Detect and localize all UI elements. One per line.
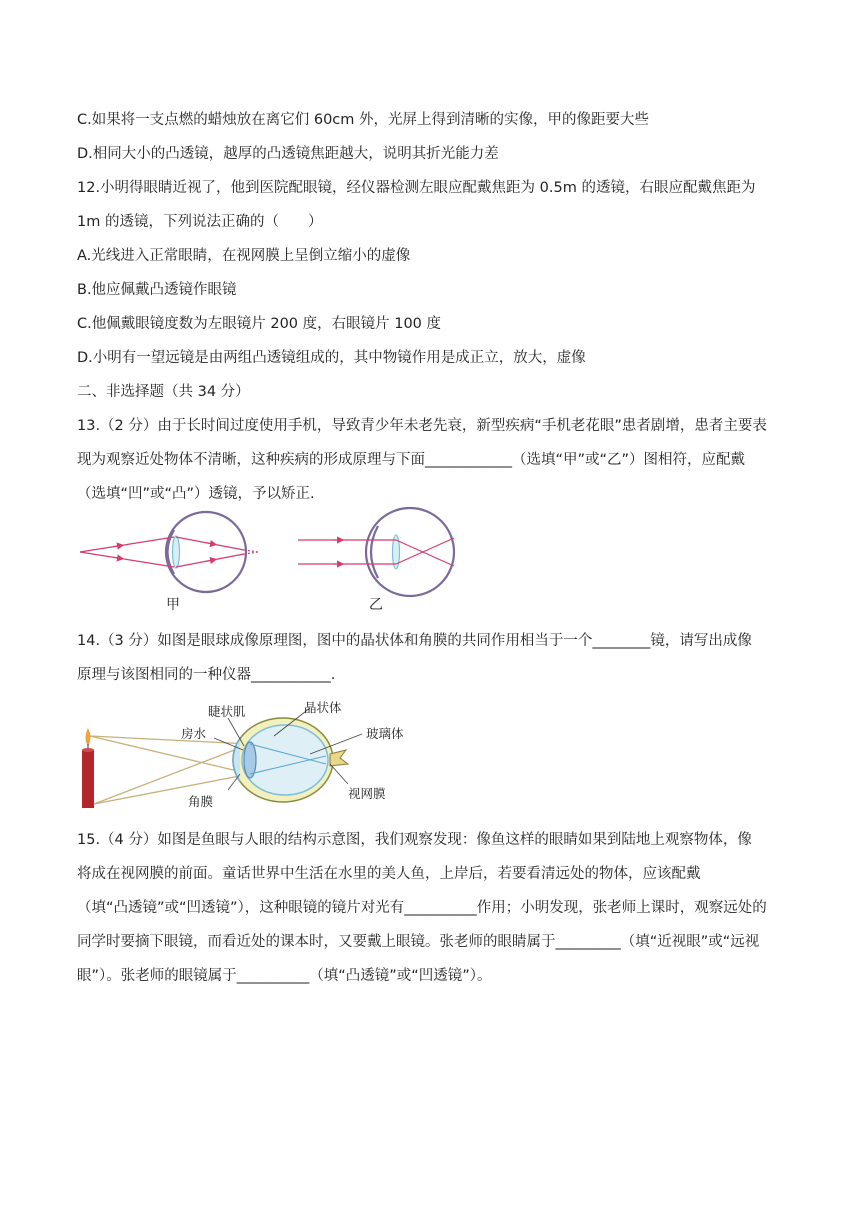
- label-crystalline-lens: 晶状体: [304, 700, 342, 715]
- eye-diagram-jia: [80, 512, 258, 592]
- q12-stem-line1: 12.小明得眼睛近视了，他到医院配眼镜，经仪器检测左眼应配戴焦距为 0.5m 的透镜，右眼应配戴焦距为: [77, 180, 756, 196]
- q15-line1: 15.（4 分）如图是鱼眼与人眼的结构示意图，我们观察发现：像鱼这样的眼睛如果到陆地上观察物体，像: [77, 832, 752, 848]
- q14-line2: 原理与该图相同的一种仪器___________.: [77, 667, 336, 683]
- fig-label-yi: 乙: [369, 597, 383, 613]
- label-aqueous-humor: 房水: [181, 726, 207, 741]
- q15-line4: 同学时要摘下眼镜，而看近处的课本时，又要戴上眼镜。张老师的眼睛属于_________（填“近视眼”或“远视: [77, 934, 760, 950]
- q13-line2: 现为观察近处物体不清晰，这种疾病的形成原理与下面____________（选填“甲”或“乙”）图相符，应配戴: [77, 452, 746, 468]
- label-retina: 视网膜: [348, 786, 386, 801]
- q13-eye-diagrams: [78, 512, 468, 618]
- q12-option-c: C.他佩戴眼镜度数为左眼镜片 200 度，右眼镜片 100 度: [77, 316, 442, 332]
- q14-line1: 14.（3 分）如图是眼球成像原理图，图中的晶状体和角膜的共同作用相当于一个________镜，请写出成像: [77, 633, 752, 649]
- q11-option-d: D.相同大小的凸透镜，越厚的凸透镜焦距越大，说明其折光能力差: [77, 146, 499, 162]
- q13-line1: 13.（2 分）由于长时间过度使用手机，导致青少年未老先衰，新型疾病“手机老花眼”患者剧增，患者主要表: [77, 418, 767, 434]
- eye-diagram-yi: [298, 508, 454, 596]
- q15-line2: 将成在视网膜的前面。童话世界中生活在水里的美人鱼，上岸后，若要看清远处的物体，应该配戴: [77, 866, 701, 882]
- candle-icon: [82, 728, 94, 808]
- q11-option-c: C.如果将一支点燃的蜡烛放在离它们 60cm 外，光屏上得到清晰的实像，甲的像距要大些: [77, 112, 649, 128]
- q15-line3: （填“凸透镜”或“凹透镜”），这种眼镜的镜片对光有__________作用；小明发现，张老师上课时，观察远处的: [77, 900, 767, 916]
- q12-option-b: B.他应佩戴凸透镜作眼镜: [77, 282, 237, 298]
- section-title: 二、非选择题（共 34 分）: [77, 384, 250, 400]
- q12-stem-line2: 1m 的透镜，下列说法正确的（ ）: [77, 214, 323, 230]
- q13-line3: （选填“凹”或“凸”）透镜，予以矫正.: [77, 486, 315, 502]
- fig-label-jia: 甲: [166, 597, 180, 613]
- q14-eyeball-diagram: [78, 694, 404, 812]
- label-vitreous-body: 玻璃体: [366, 726, 404, 741]
- label-ciliary-muscle: 睫状肌: [208, 704, 246, 719]
- q15-line5: 眼”）。张老师的眼镜属于__________（填“凸透镜”或“凹透镜”）。: [77, 968, 492, 984]
- eyeball-icon: [233, 718, 348, 802]
- q12-option-d: D.小明有一望远镜是由两组凸透镜组成的，其中物镜作用是成正立，放大，虚像: [77, 350, 586, 366]
- label-cornea: 角膜: [188, 794, 214, 809]
- q12-option-a: A.光线进入正常眼睛，在视网膜上呈倒立缩小的虚像: [77, 248, 411, 264]
